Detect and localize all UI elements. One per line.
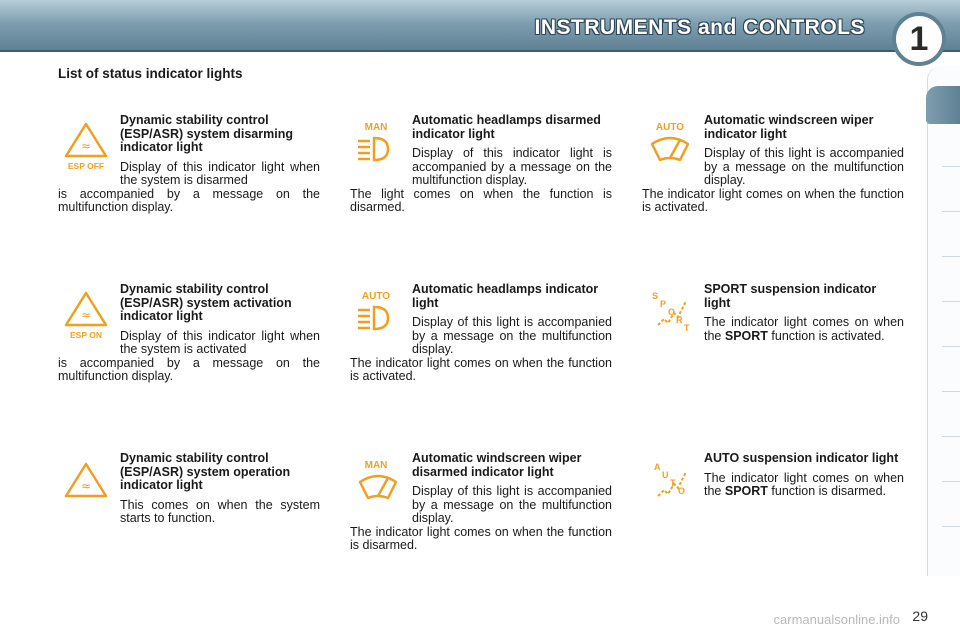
svg-text:AUTO: AUTO (361, 291, 391, 302)
entry-title: AUTO suspension indicator light (704, 451, 899, 465)
man-headlamp-icon (350, 114, 406, 174)
page-number: 29 (912, 608, 928, 624)
man-wiper-icon (350, 452, 406, 512)
svg-text:A: A (654, 462, 661, 472)
sport-suspension-icon (642, 283, 698, 343)
entry-headlamps-disarmed (350, 114, 612, 215)
entry-description: This comes on when the system starts to function. (120, 497, 320, 525)
entry-description-continued: is accompanied by a message on the multifunction display. (58, 186, 320, 214)
svg-text:≈: ≈ (80, 479, 92, 493)
svg-text:P: P (660, 299, 667, 309)
esp-warning-icon (58, 452, 114, 512)
entry-esp-activation (58, 283, 320, 384)
entry-headlamps-auto (350, 283, 612, 384)
svg-text:T: T (670, 478, 676, 488)
entry-description: Display of this light is accompanied by a message on the multifunction display. (704, 146, 904, 187)
esp-off-warning-icon (58, 114, 114, 174)
svg-text:≈: ≈ (80, 308, 92, 322)
header-banner (0, 0, 960, 52)
entry-title: Dynamic stability control (ESP/ASR) system activation indicator light (120, 282, 292, 323)
entry-title: Dynamic stability control (ESP/ASR) system disarming indicator light (120, 113, 293, 154)
entry-title: Dynamic stability control (ESP/ASR) system operation indicator light (120, 451, 291, 492)
entry-description: Display of this indicator light is accompanied by a message on the multifunction display. (412, 146, 612, 187)
entry-title: Automatic headlamps indicator light (412, 282, 599, 310)
svg-text:MAN: MAN (364, 122, 388, 133)
entry-esp-disarming (58, 114, 320, 215)
entry-auto-suspension (642, 452, 904, 499)
entry-title: Automatic windscreen wiper disarmed indicator light (412, 451, 582, 479)
svg-text:U: U (662, 470, 669, 480)
entry-description: The indicator light comes on when the SPORT function is disarmed. (704, 470, 904, 498)
entry-description: Display of this light is accompanied by a message on the multifunction display. (412, 484, 612, 525)
entry-esp-operation (58, 452, 320, 526)
auto-suspension-icon (642, 452, 698, 512)
entry-sport-suspension (642, 283, 904, 343)
chapter-tab-active[interactable] (926, 86, 960, 124)
svg-text:O: O (668, 307, 676, 317)
entry-wiper-disarmed (350, 452, 612, 553)
chapter-tab-rail (927, 66, 960, 576)
svg-text:T: T (684, 323, 690, 333)
entry-description: The indicator light comes on when the SPORT function is activated. (704, 315, 904, 343)
section-title: List of status indicator lights (58, 66, 243, 81)
chapter-number-badge: 1 (892, 12, 946, 66)
entry-description-continued: The indicator light comes on when the function is activated. (642, 186, 904, 214)
entry-title: Automatic windscreen wiper indicator light (704, 113, 874, 141)
svg-text:≈: ≈ (80, 139, 92, 153)
svg-text:ESP OFF: ESP OFF (67, 161, 105, 171)
entry-title: SPORT suspension indicator light (704, 282, 877, 310)
esp-on-warning-icon (58, 283, 114, 343)
entry-title: Automatic headlamps disarmed indicator light (412, 113, 601, 141)
entry-wiper-auto (642, 114, 904, 215)
auto-headlamp-icon (350, 283, 406, 343)
entry-description-continued: The indicator light comes on when the function is disarmed. (350, 524, 612, 552)
entry-description: Display of this light is accompanied by a message on the multifunction display. (412, 315, 612, 356)
entry-description-continued: is accompanied by a message on the multifunction display. (58, 355, 320, 383)
entry-description: Display of this indicator light when the system is activated (120, 328, 320, 356)
svg-text:AUTO: AUTO (655, 122, 685, 133)
entry-description-continued: The light comes on when the function is disarmed. (350, 186, 612, 214)
svg-text:R: R (676, 315, 683, 325)
entry-description-continued: The indicator light comes on when the function is activated. (350, 355, 612, 383)
entry-description: Display of this indicator light when the system is disarmed (120, 159, 320, 187)
svg-text:O: O (678, 486, 686, 496)
svg-text:S: S (652, 291, 659, 301)
watermark: carmanualsonline.info (773, 612, 900, 627)
svg-text:MAN: MAN (364, 460, 388, 471)
auto-wiper-icon (642, 114, 698, 174)
svg-text:ESP ON: ESP ON (70, 330, 102, 340)
header-title: INSTRUMENTS and CONTROLS (534, 16, 865, 39)
